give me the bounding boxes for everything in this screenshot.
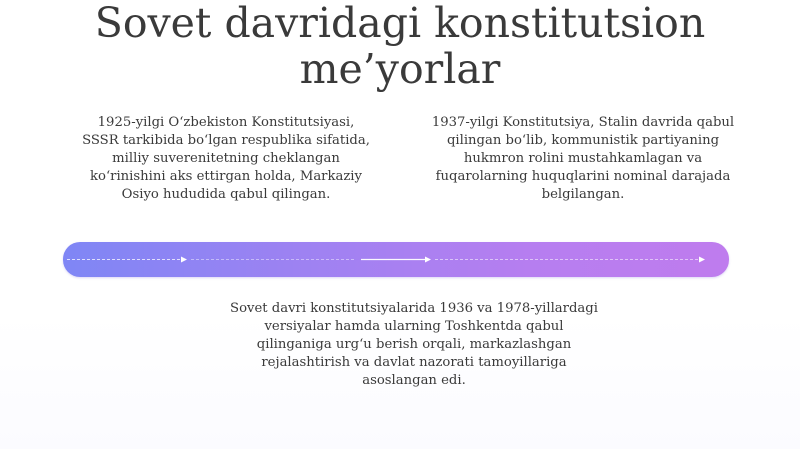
text-1925-constitution: 1925-yilgi O‘zbekiston Konstitutsiyasi, SSSR tarkibida bo‘lgan respublika sifatida, milliy suverenitetning cheklangan ko‘rinishini aks ettirgan holda, Markaziy Osiyo hududida qabul qilingan. bbox=[82, 115, 370, 202]
slide-title: Sovet davridagi konstitutsion me’yorlar bbox=[94, 0, 706, 93]
text-1937-constitution: 1937-yilgi Konstitutsiya, Stalin davrida qabul qilingan bo‘lib, kommunistik partiyaning hukmron rolini mustahkamlagan va fuqarolarning huquqlarini nominal darajada belgilangan. bbox=[431, 115, 735, 202]
text-soviet-constitutions-summary: Sovet davri konstitutsiyalarida 1936 va 1978-yillardagi versiyalar hamda ularning Toshkentda qabul qilinganiga urg‘u berish orqali, markazlashgan rejalashtirish va davlat nazorati tamoyillariga asoslangan edi. bbox=[230, 301, 598, 388]
timeline-arrow-3-icon bbox=[699, 257, 705, 263]
timeline-bar bbox=[63, 242, 729, 277]
timeline-arrow-1-icon bbox=[181, 257, 187, 263]
timeline-arrows bbox=[63, 242, 729, 277]
timeline-arrow-2-icon bbox=[425, 257, 431, 263]
